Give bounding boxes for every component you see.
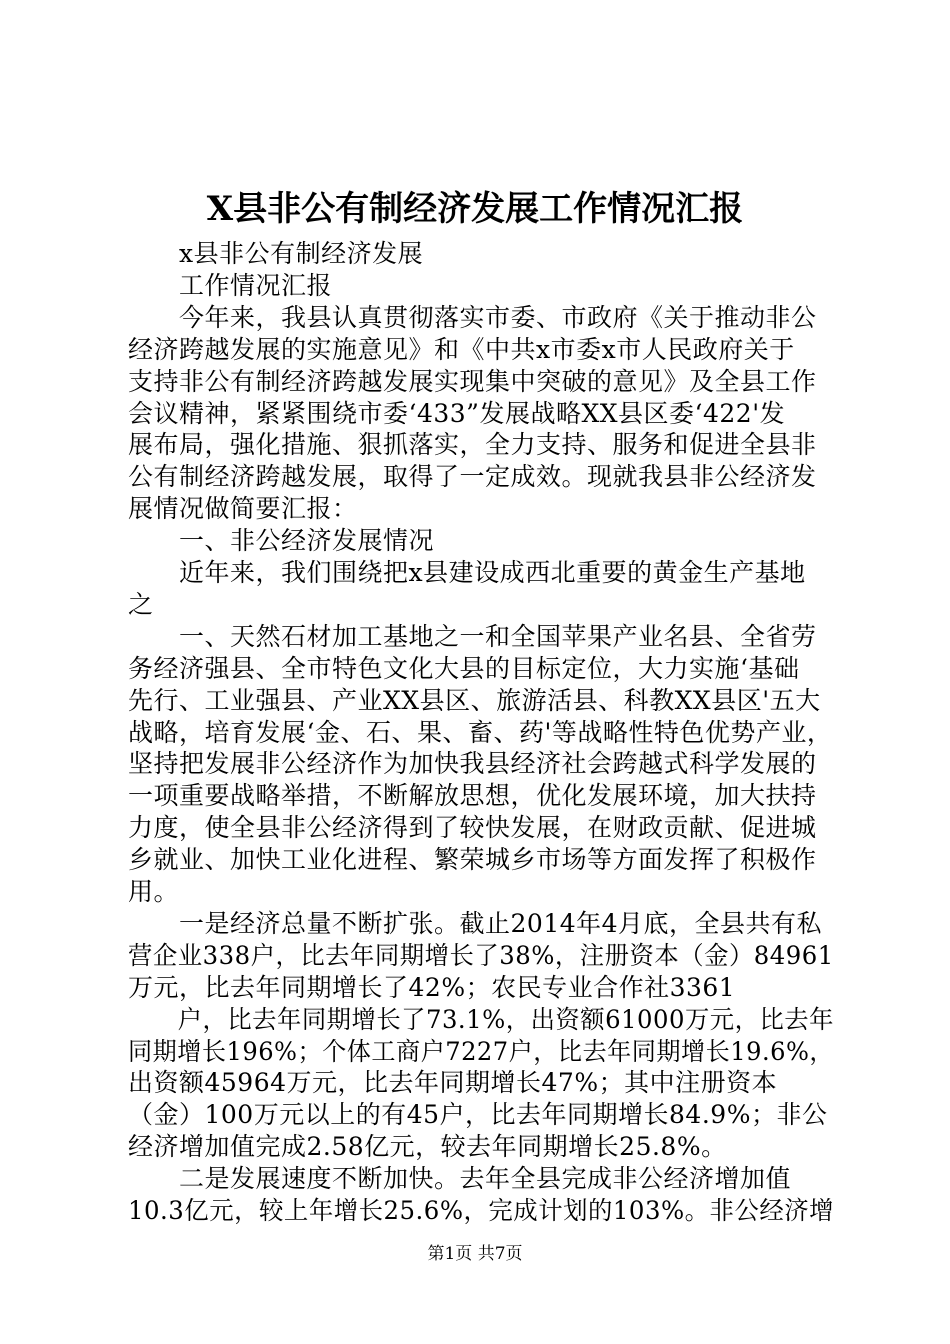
body-line: 一、非公经济发展情况: [128, 526, 435, 556]
body-line: 先行、工业强县、产业XX县区、旅游活县、科教XX县区'五大: [128, 685, 821, 715]
body-line: 战略，培育发展‘金、石、果、畜、药'等战略性特色优势产业，: [128, 717, 833, 747]
body-line: 10.3亿元，较上年增长25.6%，完成计划的103%。非公经济增: [128, 1196, 835, 1225]
body-line: 近年来，我们围绕把x县建设成西北重要的黄金生产基地: [128, 558, 806, 587]
body-line: 展布局，强化措施、狠抓落实，全力支持、服务和促进全县非: [128, 430, 817, 460]
body-line: （金）100万元以上的有45户，比去年同期增长84.9%；非公: [128, 1100, 828, 1130]
body-line: 经济跨越发展的实施意见》和《中共x市委x市人民政府关于: [128, 334, 795, 364]
body-line: 户，比去年同期增长了73.1%，出资额61000万元，比去年: [128, 1004, 834, 1034]
body-line: x县非公有制经济发展: [128, 239, 424, 268]
page-footer: 第1页 共7页: [427, 1244, 523, 1264]
body-line: 二是发展速度不断加快。去年全县完成非公经济增加值: [128, 1164, 792, 1194]
body-line: 之: [128, 589, 154, 619]
body-line: 支持非公有制经济跨越发展实现集中突破的意见》及全县工作: [128, 366, 817, 396]
body-line: 一是经济总量不断扩张。截止2014年4月底，全县共有私: [128, 908, 823, 938]
body-line: 公有制经济跨越发展，取得了一定成效。现就我县非公经济发: [128, 462, 817, 492]
body-line: 用。: [128, 877, 180, 906]
body-line: 今年来，我县认真贯彻落实市委、市政府《关于推动非公: [128, 302, 817, 332]
body-line: 营企业338户，比去年同期增长了38%，注册资本（金）84961: [128, 940, 834, 970]
document-title: X县非公有制经济发展工作情况汇报: [206, 189, 744, 229]
body-line: 展情况做简要汇报：: [128, 494, 358, 524]
body-line: 力度，使全县非公经济得到了较快发展，在财政贡献、促进城: [128, 813, 817, 843]
body-line: 万元，比去年同期增长了42%；农民专业合作社3361: [128, 972, 736, 1002]
body-line: 会议精神，紧紧围绕市委‘433”发展战略XX县区委‘422'发: [128, 398, 786, 428]
body-line: 出资额45964万元，比去年同期增长47%；其中注册资本: [128, 1068, 778, 1098]
body-line: 同期增长196%；个体工商户7227户，比去年同期增长19.6%，: [128, 1036, 835, 1066]
body-line: 一项重要战略举措，不断解放思想，优化发展环境，加大扶持: [128, 781, 817, 811]
body-line: 务经济强县、全市特色文化大县的目标定位，大力实施‘基础: [128, 653, 800, 683]
body-line: 工作情况汇报: [128, 270, 333, 300]
body-line: 经济增加值完成2.58亿元，较去年同期增长25.8%。: [128, 1132, 727, 1162]
body-line: 乡就业、加快工业化进程、繁荣城乡市场等方面发挥了积极作: [128, 845, 817, 875]
body-line: 一、天然石材加工基地之一和全国苹果产业名县、全省劳: [128, 621, 817, 651]
body-line: 坚持把发展非公经济作为加快我县经济社会跨越式科学发展的: [128, 749, 817, 779]
